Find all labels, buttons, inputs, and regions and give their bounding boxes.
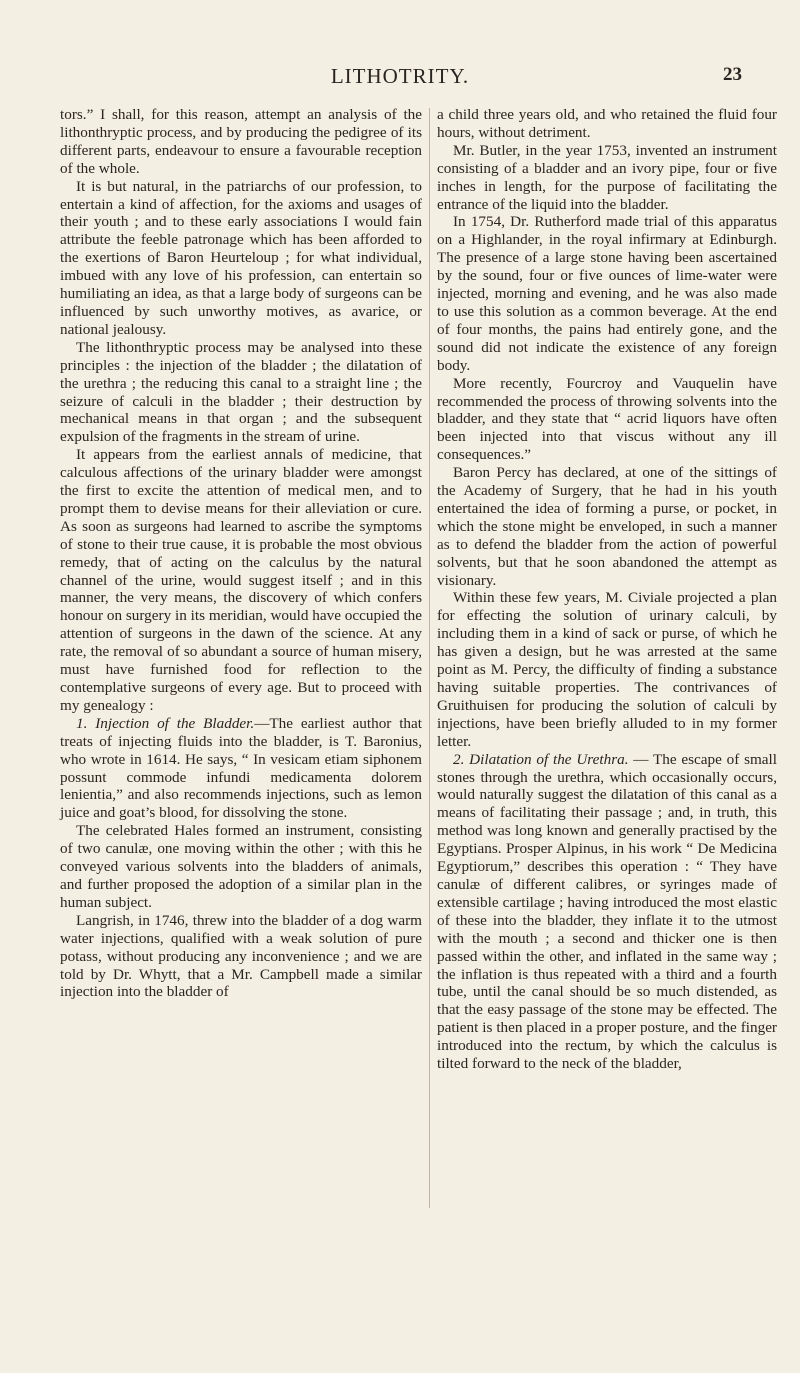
paragraph: tors.” I shall, for this reason, attempt an analysis of the lithonthryptic process, and by producing the pedigree of its different parts, endeavour to ensure a favourable reception of the whole. <box>60 106 422 177</box>
section-heading: 1. Injection of the Bladder. <box>76 714 255 732</box>
column-divider <box>429 108 430 1208</box>
paragraph: Baron Percy has declared, at one of the sittings of the Academy of Surgery, that he had in his youth entertained the idea of forming a purse, or pocket, in which the stone might be enveloped, in such a manner as to defend the bladder from the action of powerful solvents, but that he soon abandoned the attempt as visionary. <box>437 464 777 589</box>
left-column <box>60 106 422 1001</box>
paragraph: The lithonthryptic process may be analysed into these principles : the injection of the bladder ; the dilatation of the urethra ; the reducing this canal to a straight line ; the seizure of calculi in the bladder ; their destruction by mechanical means in that organ ; and the subsequent expulsion of the fragments in the stream of urine. <box>60 338 422 446</box>
page-header <box>0 0 800 100</box>
paragraph: It is but natural, in the patriarchs of our profession, to entertain a kind of affection, for the axioms and usages of their youth ; and to these early associations I would fain attribute the feeble patronage which has been afforded to the exertions of Baron Heurteloup ; for what individual, imbued with any love of his profession, can entertain so humiliating an idea, as that a large body of surgeons can be influenced by such unworthy motives, as avarice, or national jealousy. <box>60 177 422 338</box>
section-heading: 2. Dilatation of the Urethra. <box>453 750 629 768</box>
paragraph: The celebrated Hales formed an instrument, consisting of two canulæ, one moving within the other ; with this he conveyed various solvents into the bladders of animals, and further proposed the adoption of a similar plan in the human subject. <box>60 822 422 911</box>
right-column <box>437 106 777 1073</box>
page-number: 23 <box>723 64 742 85</box>
paragraph: More recently, Fourcroy and Vauquelin have recommended the process of throwing solvents into the bladder, and they state that “ acrid liquors have often been injected into that viscus without any ill consequences.” <box>437 374 777 464</box>
paragraph: Mr. Butler, in the year 1753, invented an instrument consisting of a bladder and an ivory pipe, four or five inches in length, for the purpose of facilitating the entrance of the liquid into the bladder. <box>437 141 777 213</box>
running-title: LITHOTRITY. <box>330 64 470 88</box>
section-paragraph <box>437 751 777 1073</box>
paragraph: In 1754, Dr. Rutherford made trial of this apparatus on a Highlander, in the royal infirmary at Edinburgh. The presence of a large stone having been ascertained by the sound, four or five ounces of lime-water were injected, morning and evening, and he was also made to use this solution as a common beverage. At the end of four months, the pains had entirely gone, and the sound did not indicate the existence of any foreign body. <box>437 213 777 374</box>
section-text: — The escape of small stones through the urethra, which occasionally occurs, would naturally suggest the dilatation of this canal as a means of facilitating their passage ; and, in truth, this method was long known and generally practised by the Egyptians. Prosper Alpinus, in his work “ De Medicina Egyptiorum,” describes this operation : “ They have canulæ of different calibres, or syringes made of extensible cartilage ; having introduced the most elastic of these into the bladder, they inflate it to the utmost with the mouth ; a second and thicker one is then passed within the other, and inflated in the same way ; the inflation is thus repeated with a third and a fourth tube, until the canal should be so much distended, as that the easy passage of the stone may be effected. The patient is then placed in a proper posture, and the finger introduced into the rectum, by which the calculus is tilted forward to the neck of the bladder, <box>437 750 777 1073</box>
paragraph: a child three years old, and who retained the fluid four hours, without detriment. <box>437 106 777 141</box>
paragraph: Langrish, in 1746, threw into the bladder of a dog warm water injections, qualified with a weak solution of pure potass, without producing any inconvenience ; and we are told by Dr. Whytt, that a Mr. Campbell made a similar injection into the bladder of <box>60 911 422 1001</box>
paragraph: It appears from the earliest annals of medicine, that calculous affections of the urinary bladder were amongst the first to excite the attention of medical men, and to prompt them to devise means for their alleviation or cure. As soon as surgeons had learned to ascribe the symptoms of stone to their true cause, it is probable the most obvious remedy, that of acting on the calculus by the natural channel of the urine, would suggest itself ; and in this manner, the very means, the discovery of which confers honour on surgery in its meridian, would have occupied the attention of surgeons in the dawn of the science. At any rate, the removal of so abundant a source of human misery, must have furnished food for reflection to the contemplative surgeons of every age. But to proceed with my genealogy : <box>60 446 422 714</box>
section-paragraph <box>60 715 422 822</box>
paragraph: Within these few years, M. Civiale projected a plan for effecting the solution of urinary calculi, by including them in a kind of sack or purse, of which he has given a design, but he was arrested at the same point as M. Percy, the difficulty of finding a substance having suitable properties. The contrivances of Gruithuisen for producing the solution of calculi by injections, have been briefly alluded to in my former letter. <box>437 589 777 750</box>
section-text: —The earliest author that treats of injecting fluids into the bladder, is T. Baronius, who wrote in 1614. He says, “ In vesicam etiam siphonem possunt commode infundi medicamenta dolorem lenientia,” and also recommends injections, such as lemon juice and goat’s blood, for dissolving the stone. <box>60 714 422 822</box>
